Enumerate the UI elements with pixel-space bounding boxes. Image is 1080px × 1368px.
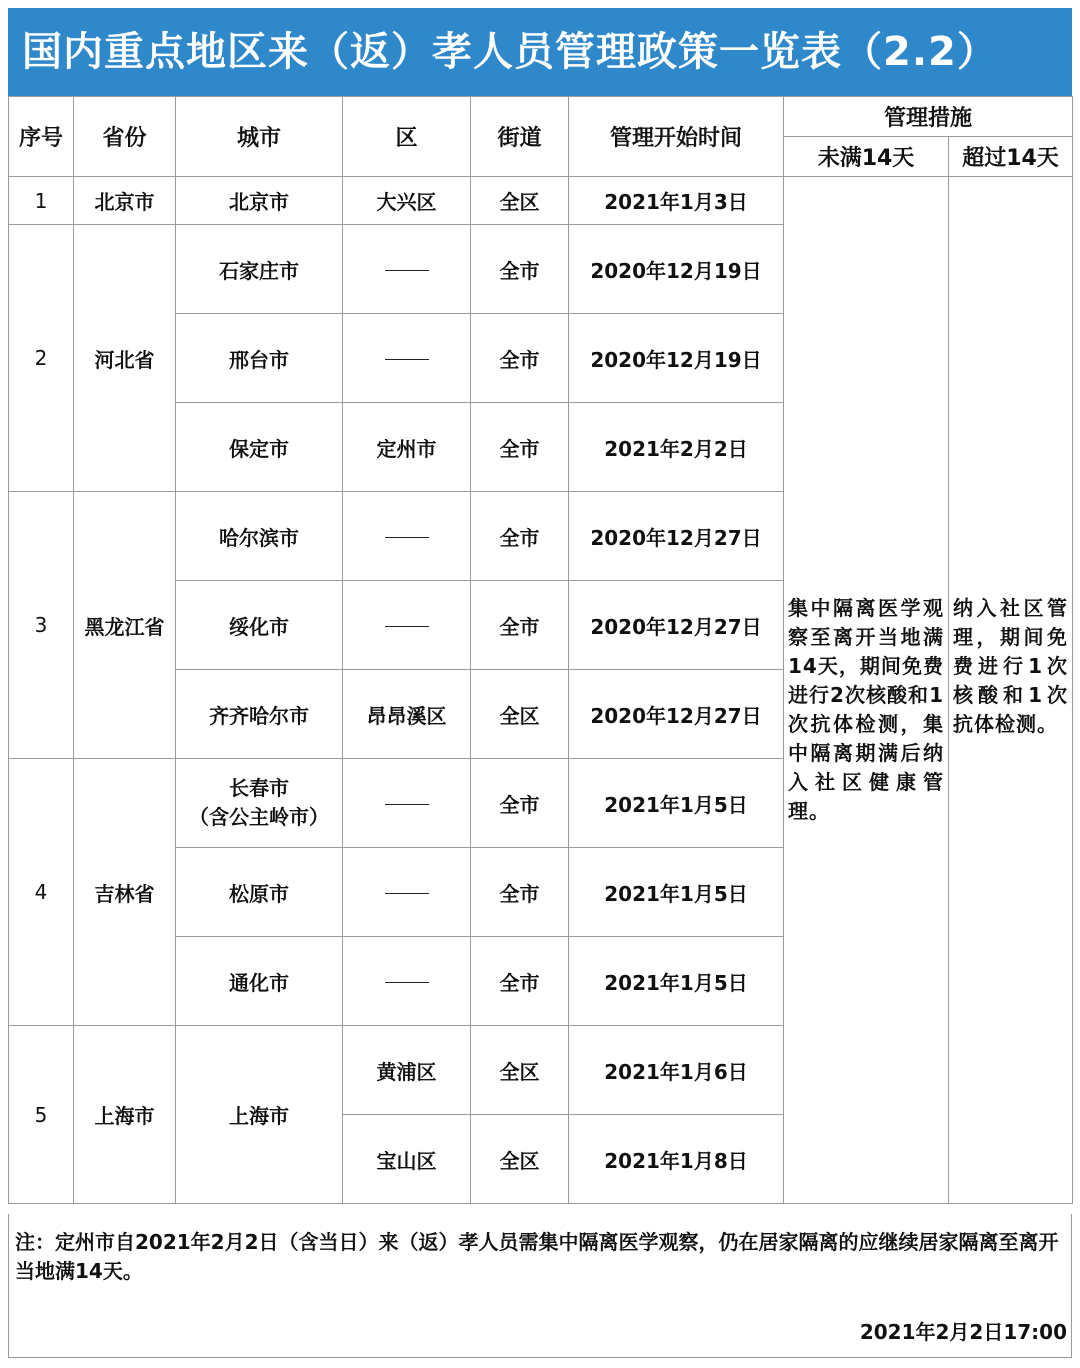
district-cell: 黄浦区 xyxy=(343,1026,471,1115)
table-row xyxy=(9,177,1073,225)
header-row-1 xyxy=(9,97,1073,137)
street-cell: 全区 xyxy=(471,1026,569,1115)
start-time-cell: 2020年12月19日 xyxy=(569,225,784,314)
street-cell: 全区 xyxy=(471,1115,569,1204)
province-cell: 上海市 xyxy=(74,1026,176,1204)
street-cell: 全区 xyxy=(471,670,569,759)
district-cell: 宝山区 xyxy=(343,1115,471,1204)
district-cell: 定州市 xyxy=(343,403,471,492)
city-cell: 齐齐哈尔市 xyxy=(176,670,343,759)
province-cell: 吉林省 xyxy=(74,759,176,1026)
city-sub-note: （含公主岭市） xyxy=(189,805,329,829)
start-time-cell: 2021年1月5日 xyxy=(569,848,784,937)
street-cell: 全区 xyxy=(471,177,569,225)
province-cell: 北京市 xyxy=(74,177,176,225)
city-cell: 邢台市 xyxy=(176,314,343,403)
street-cell: 全市 xyxy=(471,403,569,492)
header-start-time: 管理开始时间 xyxy=(569,97,784,177)
start-time-cell: 2021年1月5日 xyxy=(569,937,784,1026)
issue-date: 2021年2月2日17:00 xyxy=(859,1320,1067,1344)
footnote-text: 注：定州市自2021年2月2日（含当日）来（返）孝人员需集中隔离医学观察，仍在居家隔离的应继续居家隔离至离开当地满14天。 xyxy=(15,1230,1059,1283)
start-time-cell: 2021年2月2日 xyxy=(569,403,784,492)
district-cell xyxy=(343,225,471,314)
dash-mark xyxy=(385,804,429,805)
dash-mark xyxy=(385,270,429,271)
header-over14: 超过14天 xyxy=(949,137,1073,177)
header-district: 区 xyxy=(343,97,471,177)
dash-mark xyxy=(385,893,429,894)
district-cell xyxy=(343,314,471,403)
street-cell: 全市 xyxy=(471,759,569,848)
header-measures: 管理措施 xyxy=(784,97,1073,137)
dash-mark xyxy=(385,626,429,627)
dash-mark xyxy=(385,359,429,360)
policy-table xyxy=(8,96,1073,1204)
city-cell: 保定市 xyxy=(176,403,343,492)
seq-cell: 2 xyxy=(9,225,74,492)
seq-cell: 1 xyxy=(9,177,74,225)
province-cell: 黑龙江省 xyxy=(74,492,176,759)
header-seq: 序号 xyxy=(9,97,74,177)
city-cell: 石家庄市 xyxy=(176,225,343,314)
street-cell: 全市 xyxy=(471,225,569,314)
dash-mark xyxy=(385,537,429,538)
page-title: 国内重点地区来（返）孝人员管理政策一览表（2.2） xyxy=(8,8,1072,96)
district-cell xyxy=(343,759,471,848)
header-street: 街道 xyxy=(471,97,569,177)
header-province: 省份 xyxy=(74,97,176,177)
start-time-cell: 2020年12月27日 xyxy=(569,670,784,759)
footnote-box xyxy=(8,1214,1072,1358)
start-time-cell: 2020年12月19日 xyxy=(569,314,784,403)
city-cell: 通化市 xyxy=(176,937,343,1026)
start-time-cell: 2021年1月8日 xyxy=(569,1115,784,1204)
seq-cell: 3 xyxy=(9,492,74,759)
header-under14: 未满14天 xyxy=(784,137,949,177)
start-time-cell: 2021年1月3日 xyxy=(569,177,784,225)
measure-under14-text: 集中隔离医学观察至离开当地满14天，期间免费进行2次核酸和1次抗体检测，集中隔离期满后纳入社区健康管理。 xyxy=(788,596,944,823)
street-cell: 全市 xyxy=(471,937,569,1026)
district-cell xyxy=(343,848,471,937)
city-name: 长春市 xyxy=(229,776,289,800)
start-time-cell: 2021年1月5日 xyxy=(569,759,784,848)
street-cell: 全市 xyxy=(471,848,569,937)
street-cell: 全市 xyxy=(471,581,569,670)
city-cell: 上海市 xyxy=(176,1026,343,1204)
measure-over14-cell xyxy=(949,177,1073,1204)
city-cell: 绥化市 xyxy=(176,581,343,670)
district-cell: 大兴区 xyxy=(343,177,471,225)
dash-mark xyxy=(385,982,429,983)
start-time-cell: 2020年12月27日 xyxy=(569,581,784,670)
start-time-cell: 2021年1月6日 xyxy=(569,1026,784,1115)
start-time-cell: 2020年12月27日 xyxy=(569,492,784,581)
measure-under14-cell xyxy=(784,177,949,1204)
district-cell xyxy=(343,937,471,1026)
province-cell: 河北省 xyxy=(74,225,176,492)
header-city: 城市 xyxy=(176,97,343,177)
district-cell xyxy=(343,492,471,581)
seq-cell: 5 xyxy=(9,1026,74,1204)
city-cell: 松原市 xyxy=(176,848,343,937)
measure-over14-text: 纳入社区管理，期间免费进行1次核酸和1次抗体检测。 xyxy=(953,595,1069,736)
district-cell: 昂昂溪区 xyxy=(343,670,471,759)
city-cell xyxy=(176,759,343,848)
street-cell: 全市 xyxy=(471,492,569,581)
district-cell xyxy=(343,581,471,670)
street-cell: 全市 xyxy=(471,314,569,403)
city-cell: 哈尔滨市 xyxy=(176,492,343,581)
seq-cell: 4 xyxy=(9,759,74,1026)
city-cell: 北京市 xyxy=(176,177,343,225)
